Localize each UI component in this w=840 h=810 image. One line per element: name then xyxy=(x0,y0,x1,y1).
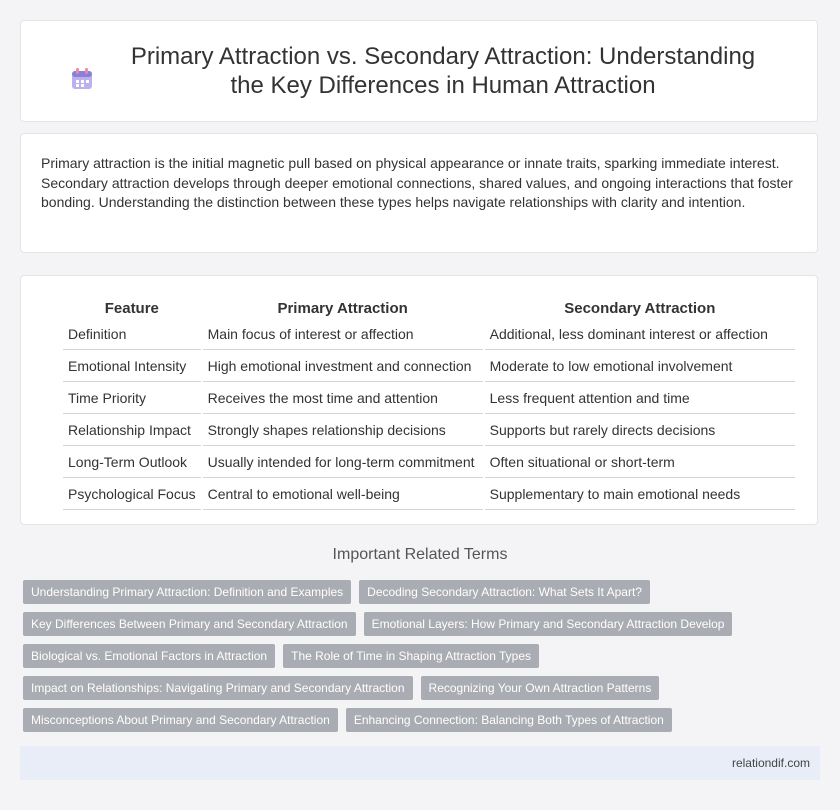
table-row xyxy=(63,320,795,350)
related-term-tag[interactable]: Impact on Relationships: Navigating Primary and Secondary Attraction xyxy=(23,676,413,700)
table-row xyxy=(63,480,795,510)
related-term-tag[interactable]: Misconceptions About Primary and Secondary Attraction xyxy=(23,708,338,732)
related-terms-title: Important Related Terms xyxy=(332,546,508,563)
related-term-tag[interactable]: Key Differences Between Primary and Secondary Attraction xyxy=(23,612,356,636)
related-term-tag[interactable]: Recognizing Your Own Attraction Patterns xyxy=(421,676,660,700)
table-cell: High emotional investment and connection xyxy=(203,352,483,382)
intro-card xyxy=(20,133,818,253)
table-cell: Often situational or short-term xyxy=(485,448,795,478)
comparison-table-card xyxy=(20,275,818,525)
table-cell: Relationship Impact xyxy=(63,416,201,446)
calendar-icon xyxy=(69,66,95,92)
table-cell: Moderate to low emotional involvement xyxy=(485,352,795,382)
related-term-tag[interactable]: The Role of Time in Shaping Attraction Types xyxy=(283,644,539,668)
table-cell: Receives the most time and attention xyxy=(203,384,483,414)
table-cell: Central to emotional well-being xyxy=(203,480,483,510)
table-cell: Supports but rarely directs decisions xyxy=(485,416,795,446)
table-cell: Strongly shapes relationship decisions xyxy=(203,416,483,446)
table-cell: Time Priority xyxy=(63,384,201,414)
table-cell: Usually intended for long-term commitment xyxy=(203,448,483,478)
related-term-tag[interactable]: Emotional Layers: How Primary and Secondary Attraction Develop xyxy=(364,612,733,636)
related-term-tag[interactable]: Understanding Primary Attraction: Definition and Examples xyxy=(23,580,351,604)
column-header-feature: Feature xyxy=(104,300,159,317)
table-cell: Main focus of interest or affection xyxy=(203,320,483,350)
intro-paragraph: Primary attraction is the initial magnetic pull based on physical appearance or innate traits, sparking immediate interest. Secondary attraction develops through deeper emotional connections, shared values, and ongoing interactions that foster bonding. Understanding the distinction between these types helps navigate relationships with clarity and intention. xyxy=(41,155,793,210)
table-cell: Definition xyxy=(63,320,201,350)
table-row xyxy=(63,448,795,478)
table-cell: Additional, less dominant interest or affection xyxy=(485,320,795,350)
table-cell: Supplementary to main emotional needs xyxy=(485,480,795,510)
table-cell: Emotional Intensity xyxy=(63,352,201,382)
column-header-secondary: Secondary Attraction xyxy=(564,300,716,317)
table-cell: Psychological Focus xyxy=(63,480,201,510)
page-title: Primary Attraction vs. Secondary Attraction: Understanding the Key Differences in Human Attraction xyxy=(130,43,756,99)
related-term-tag[interactable]: Biological vs. Emotional Factors in Attraction xyxy=(23,644,275,668)
footer-bar xyxy=(20,746,820,780)
related-term-tag[interactable]: Enhancing Connection: Balancing Both Types of Attraction xyxy=(346,708,672,732)
related-term-tag[interactable]: Decoding Secondary Attraction: What Sets It Apart? xyxy=(359,580,650,604)
table-row xyxy=(63,352,795,382)
title-card xyxy=(20,20,818,122)
footer-site-link[interactable]: relationdif.com xyxy=(731,756,810,770)
comparison-table xyxy=(61,296,797,512)
table-cell: Long-Term Outlook xyxy=(63,448,201,478)
table-row xyxy=(63,416,795,446)
table-cell: Less frequent attention and time xyxy=(485,384,795,414)
column-header-primary: Primary Attraction xyxy=(277,300,408,317)
related-terms-list xyxy=(23,580,823,740)
table-row xyxy=(63,384,795,414)
table-header-row xyxy=(63,298,795,318)
